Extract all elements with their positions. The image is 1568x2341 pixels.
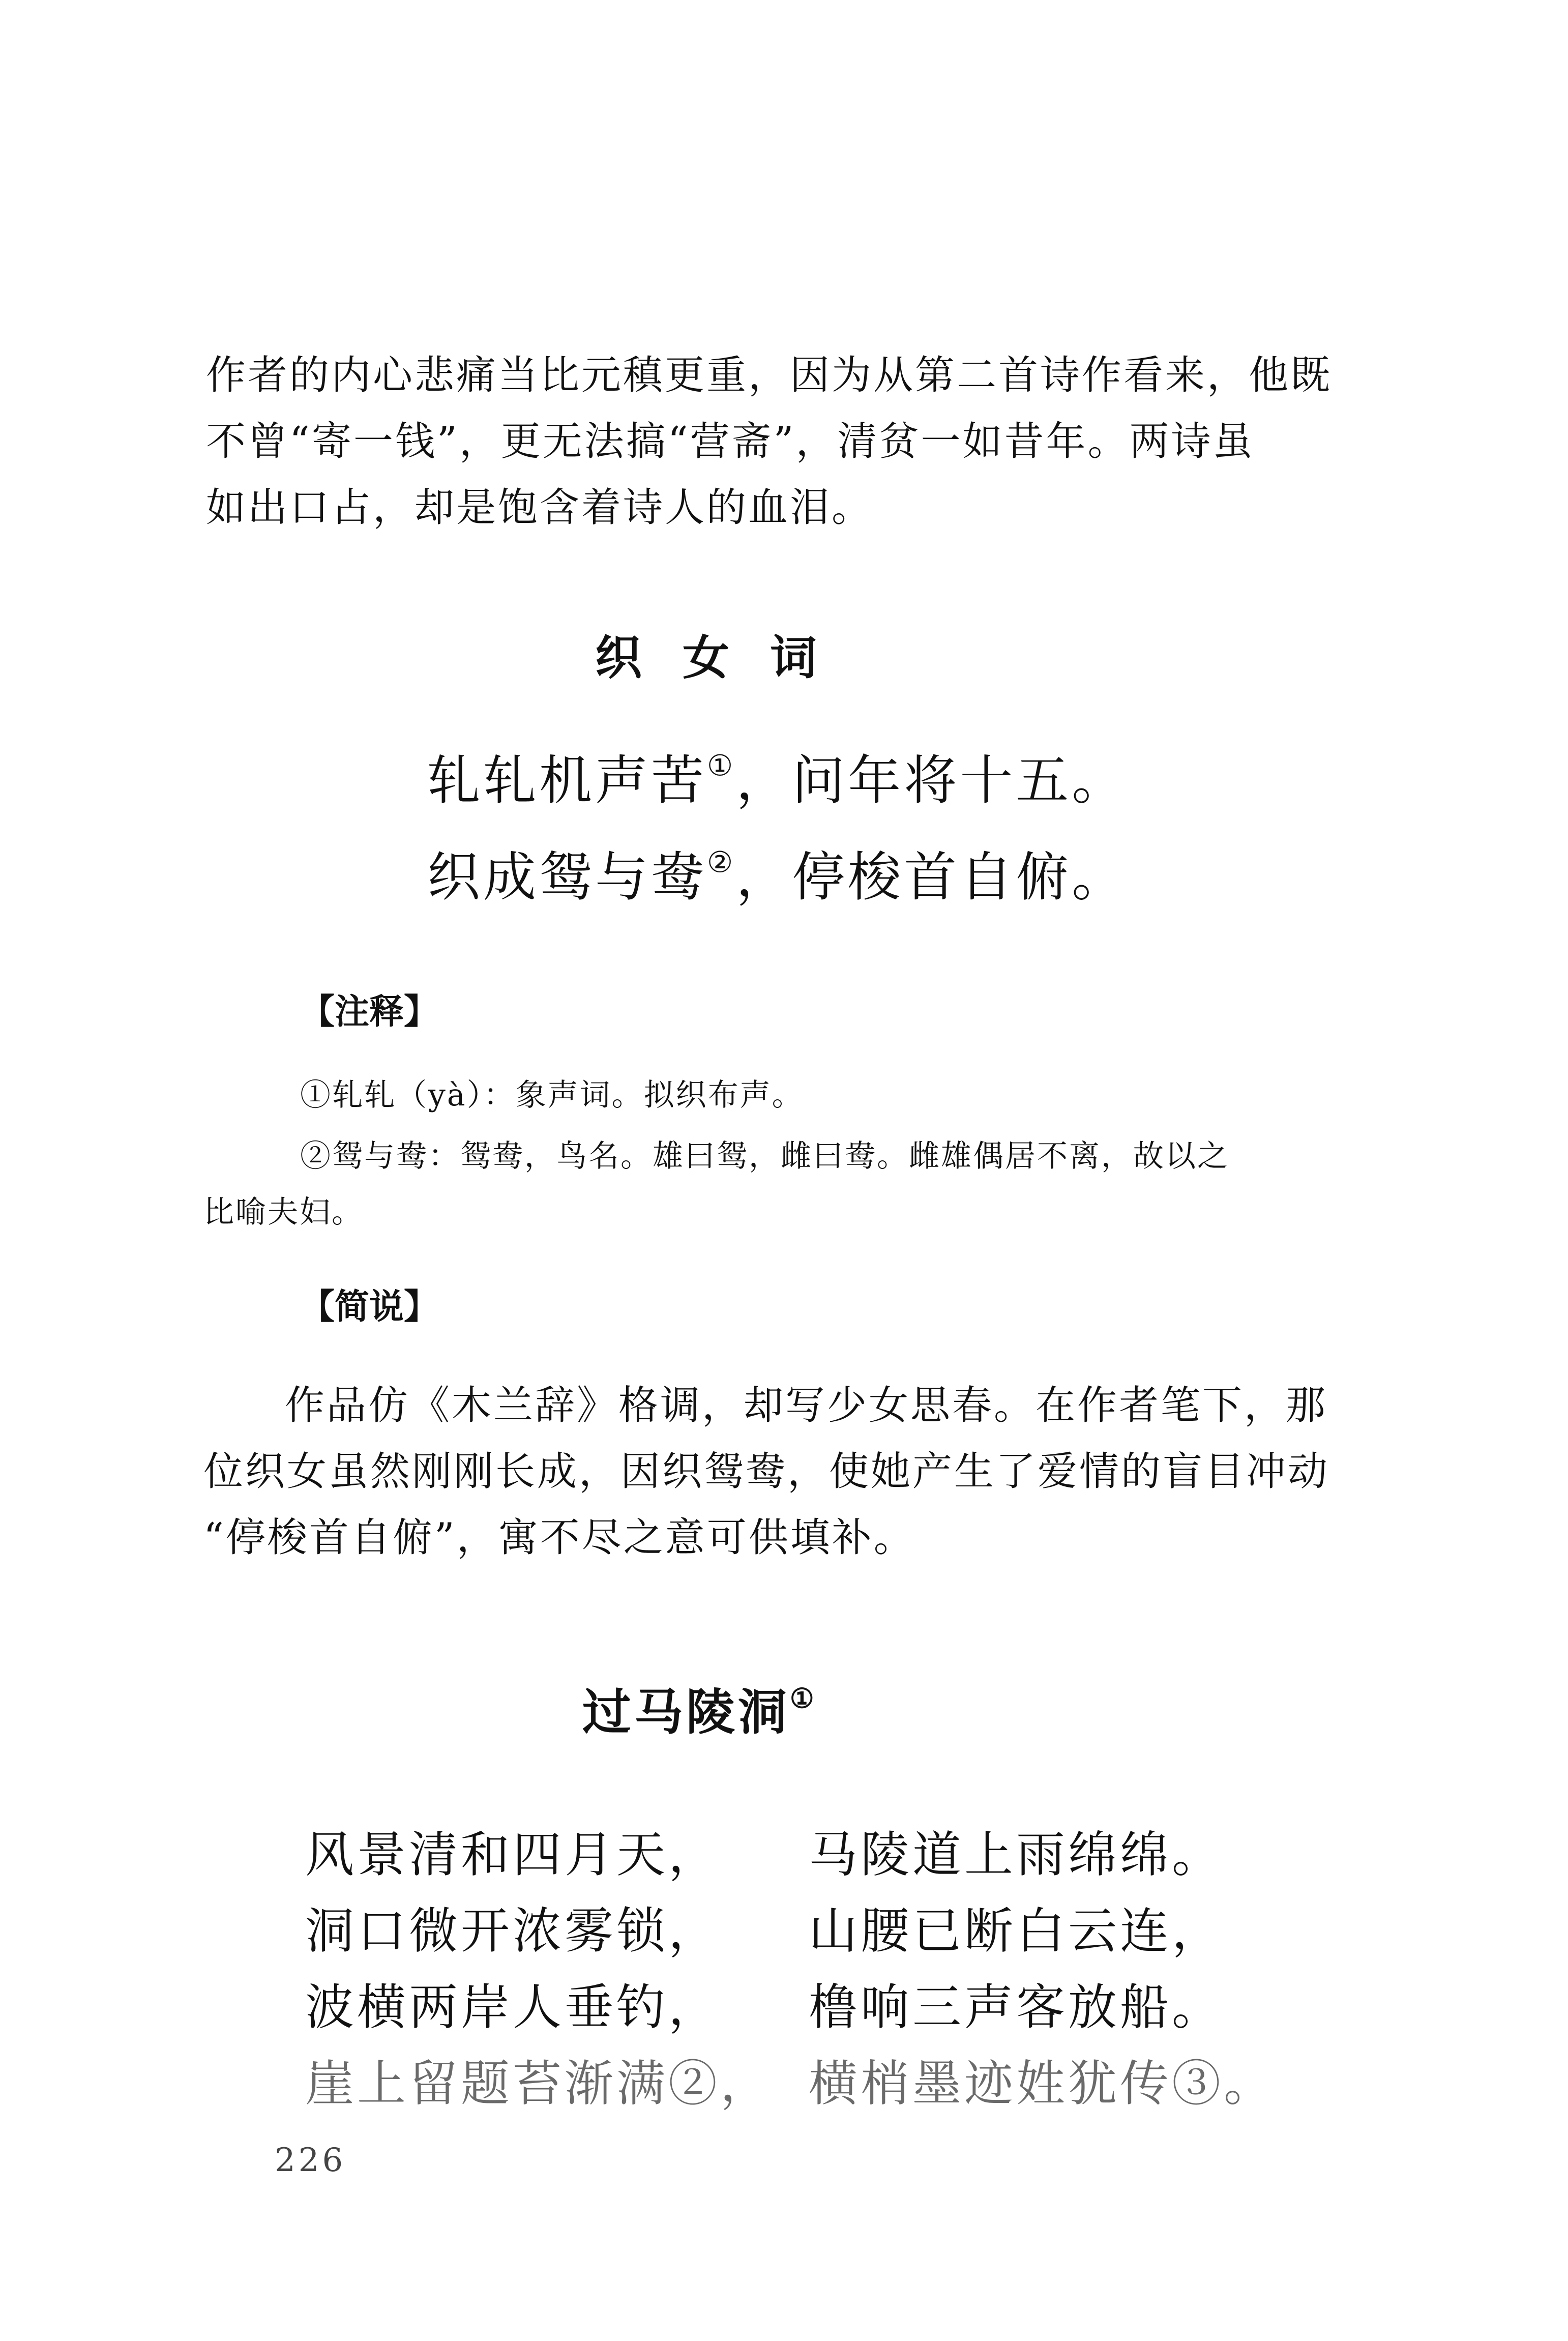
footnote-marker: ① bbox=[707, 749, 736, 783]
commentary-heading: 【简说】 bbox=[300, 1286, 439, 1327]
poem2-line-1-right: 马陵道上雨绵绵。 bbox=[809, 1826, 1224, 1883]
poem1-title: 织女词 bbox=[595, 630, 858, 685]
poem2-line-3-left: 波横两岸人垂钓， bbox=[305, 1979, 720, 2036]
poem2-line-3-right: 橹响三声客放船。 bbox=[809, 1979, 1224, 2036]
poem2-line-1-left: 风景清和四月天， bbox=[305, 1826, 720, 1883]
poem2-line-4-left: 崖上留题苔渐满②， bbox=[305, 2055, 772, 2112]
poem1-line-1 bbox=[427, 738, 1128, 814]
poem2-title bbox=[582, 1674, 817, 1743]
poem1-line-2-text: 织成鸳与鸯 bbox=[427, 846, 707, 908]
poem2-title-text: 过马陵洞 bbox=[582, 1683, 790, 1741]
note-1: ①轧轧（yà）：象声词。拟织布声。 bbox=[300, 1077, 804, 1113]
page-number: 226 bbox=[275, 2142, 346, 2179]
note-2-cont: 比喻夫妇。 bbox=[203, 1194, 364, 1230]
footnote-marker: ① bbox=[790, 1682, 817, 1714]
poem1-line-2 bbox=[427, 834, 1128, 911]
intro-line-1: 作者的内心悲痛当比元稹更重，因为从第二首诗作看来，他既 bbox=[206, 353, 1333, 398]
poem2-line-4-right: 横梢墨迹姓犹传③。 bbox=[809, 2055, 1276, 2112]
commentary-line-2: 位织女虽然刚刚长成，因织鸳鸯，使她产生了爱情的盲目冲动 bbox=[203, 1449, 1330, 1495]
commentary-line-1: 作品仿《木兰辞》格调，却写少女思春。在作者笔下，那 bbox=[285, 1383, 1328, 1428]
poem1-line-2-rest: ，停梭首自俯。 bbox=[736, 846, 1128, 908]
poem1-line-1-text: 轧轧机声苦 bbox=[427, 749, 707, 811]
notes-heading: 【注释】 bbox=[300, 991, 439, 1032]
intro-line-3: 如出口占，却是饱含着诗人的血泪。 bbox=[206, 485, 874, 531]
poem2-line-2-left: 洞口微开浓雾锁， bbox=[305, 1903, 720, 1959]
commentary-line-3: “停梭首自俯”，寓不尽之意可供填补。 bbox=[203, 1515, 915, 1561]
note-2: ②鸳与鸯：鸳鸯，鸟名。雄曰鸳，雌曰鸯。雌雄偶居不离，故以之 bbox=[300, 1138, 1229, 1174]
intro-line-2: 不曾“寄一钱”，更无法搞“营斋”，清贫一如昔年。两诗虽 bbox=[206, 419, 1255, 464]
footnote-marker: ② bbox=[707, 845, 736, 880]
poem1-line-1-rest: ，问年将十五。 bbox=[736, 749, 1128, 811]
poem2-line-2-right: 山腰已断白云连， bbox=[809, 1903, 1224, 1959]
